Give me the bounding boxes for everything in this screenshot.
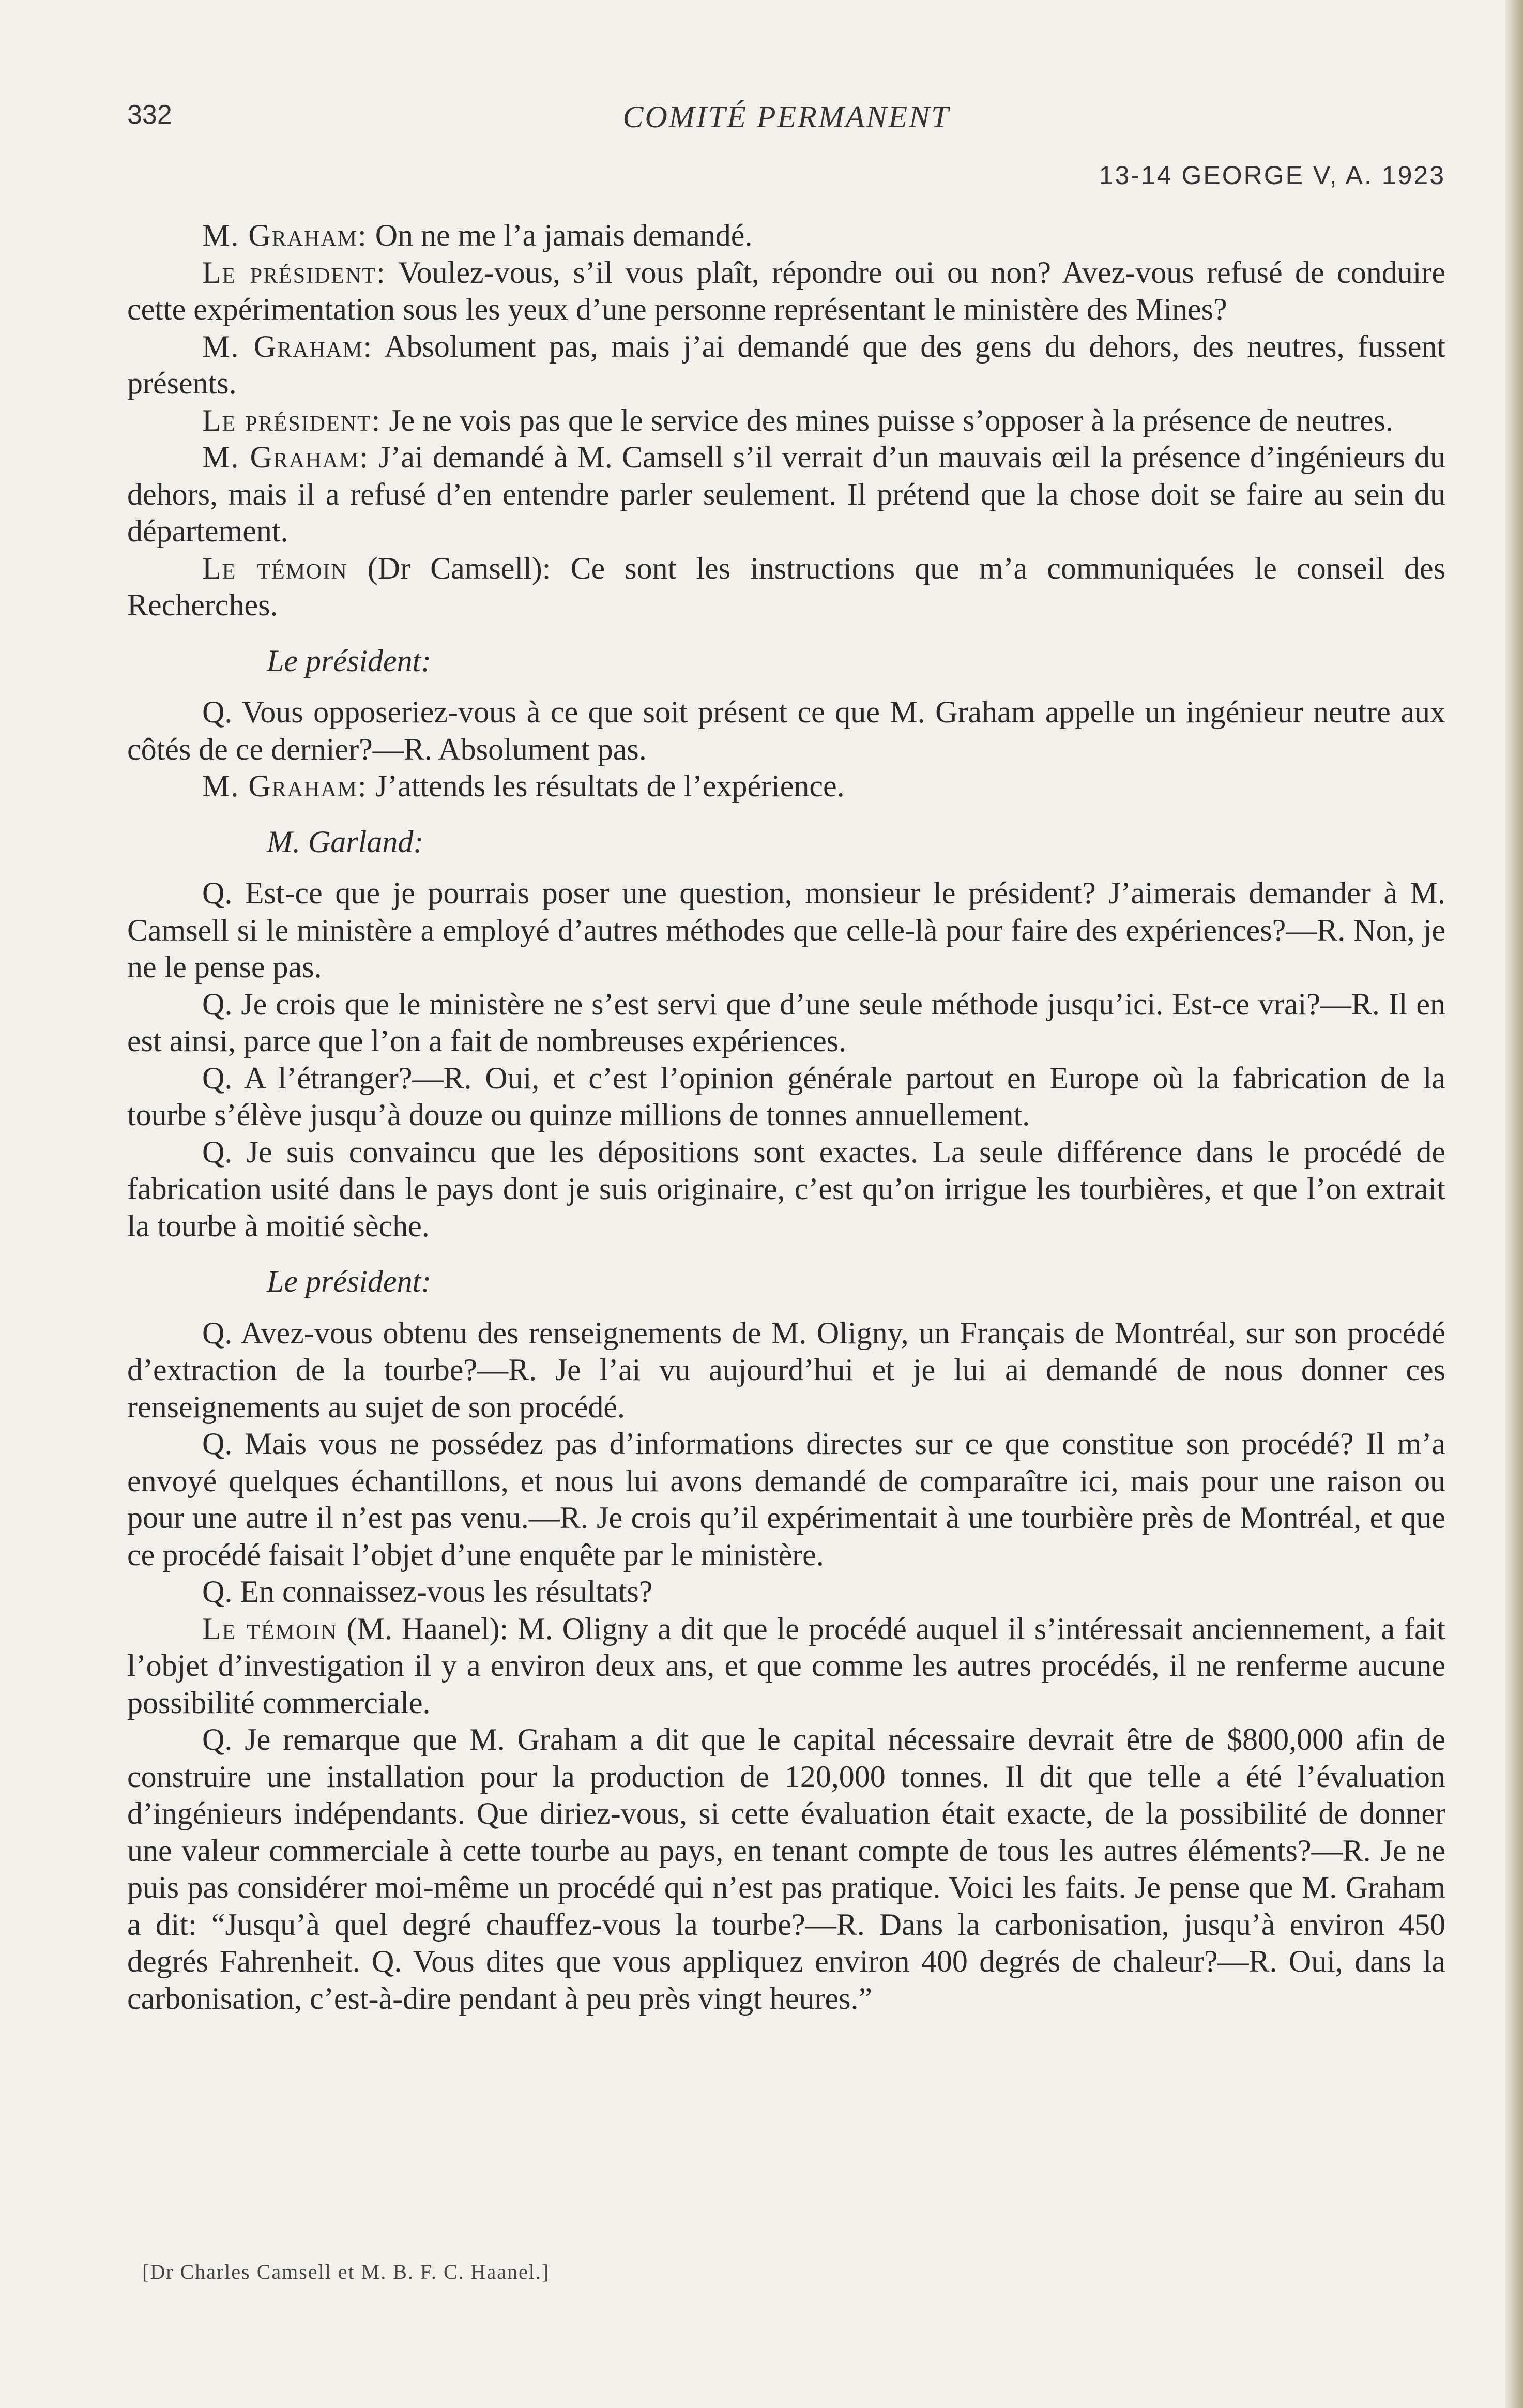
paragraph <box>127 402 1445 440</box>
speaker-label: Le témoin <box>202 1611 338 1646</box>
paragraph-text: On ne me l’a jamais demandé. <box>367 218 753 252</box>
section-heading: Le président: <box>267 643 432 678</box>
paragraph <box>127 1721 1445 2017</box>
paragraph-text: Q. Je suis convaincu que les dépositions sont exactes. La seule différence dans le procédé de fabrication usité dans le pays dont je suis originaire, c’est qu’on irrigue les tourbières, et que l’on extrait la tourbe à moitié sèche. <box>127 1134 1445 1243</box>
paragraph-text: (M. Haanel): M. Oligny a dit que le procédé auquel il s’intéressait anciennement, a fait l’objet d’investigation il y a environ deux ans, et que comme les autres procédés, il ne renferme aucune possibilité commerciale. <box>127 1611 1445 1720</box>
paragraph <box>127 986 1445 1060</box>
page-number: 332 <box>127 100 172 130</box>
section-heading: M. Garland: <box>267 824 424 859</box>
paragraph-text: Q. En connaissez-vous les résultats? <box>202 1574 653 1609</box>
page-edge <box>1505 0 1523 2408</box>
paragraph-text: Voulez-vous, s’il vous plaît, répondre oui ou non? Avez-vous refusé de conduire cette expérimentation sous les yeux d’une personne représentant le ministère des Mines? <box>127 255 1445 326</box>
paragraph-text: J’ai demandé à M. Camsell s’il verrait d’un mauvais œil la présence d’ingénieurs du dehors, mais il a refusé d’en entendre parler seulement. Il prétend que la chose doit se faire au sein du département. <box>127 440 1445 548</box>
paragraph-text: Q. Je remarque que M. Graham a dit que le capital nécessaire devrait être de $800,000 afin de construire une installation pour la production de 120,000 tonnes. Il dit que telle a été l’évaluation d’ingénieurs indépendants. Que diriez-vous, si cette évaluation était exacte, de la possibilité de donner une valeur commerciale à cette tourbe au pays, en tenant compte de tous les autres éléments?—R. Je ne puis pas considérer moi-même un procédé qui n’est pas pratique. Voici les faits. Je pense que M. Graham a dit: “Jusqu’à quel degré chauffez-vous la tourbe?—R. Dans la carbonisation, jusqu’à environ 450 degrés Fahrenheit. Q. Vous dites que vous appliquez environ 400 degrés de chaleur?—R. Oui, dans la carbonisation, c’est-à-dire pendant à peu près vingt heures.” <box>127 1722 1445 2016</box>
page-header <box>127 99 1445 146</box>
paragraph-text: Q. Est-ce que je pourrais poser une question, monsieur le président? J’aimerais demander à M. Camsell si le ministère a employé d’autres méthodes que celle-là pour faire des expériences?—R. Non, je ne le pense pas. <box>127 876 1445 984</box>
section-heading: Le président: <box>267 1264 432 1298</box>
paragraph <box>127 875 1445 986</box>
paragraph <box>127 1134 1445 1245</box>
paragraph-text: Q. Je crois que le ministère ne s’est servi que d’une seule méthode jusqu’ici. Est-ce vrai?—R. Il en est ainsi, parce que l’on a fait de nombreuses expériences. <box>127 987 1445 1058</box>
running-title: COMITÉ PERMANENT <box>622 100 950 134</box>
speaker-label: M. Graham: <box>202 440 369 474</box>
paragraph <box>127 1426 1445 1573</box>
paragraph-text: (Dr Camsell): Ce sont les instructions que m’a communiquées le conseil des Recherches. <box>127 551 1446 622</box>
paragraph <box>127 1573 1445 1611</box>
paragraph <box>127 439 1445 550</box>
speaker-label: M. Graham: <box>202 218 368 252</box>
paragraph-text: Q. Avez-vous obtenu des renseignements de M. Oligny, un Français de Montréal, sur son procédé d’extraction de la tourbe?—R. Je l’ai vu aujourd’hui et je lui ai demandé de nous donner ces renseignements au sujet de son procédé. <box>127 1315 1445 1424</box>
paragraph <box>127 694 1445 768</box>
paragraph <box>127 768 1445 805</box>
paragraph <box>127 1611 1445 1722</box>
paragraph-text: Absolument pas, mais j’ai demandé que des gens du dehors, des neutres, fussent présents. <box>127 329 1445 400</box>
footnote: [Dr Charles Camsell et M. B. F. C. Haanel.] <box>142 2260 550 2283</box>
speaker-label: Le président: <box>202 255 386 290</box>
paragraph <box>127 217 1445 254</box>
speaker-label: M. Graham: <box>202 769 368 803</box>
body-text <box>127 217 1445 2017</box>
speaker-label: M. Graham: <box>202 329 373 364</box>
paragraph <box>127 1060 1445 1134</box>
paragraph-text: Q. A l’étranger?—R. Oui, et c’est l’opinion générale partout en Europe où la fabrication de la tourbe s’élève jusqu’à douze ou quinze millions de tonnes annuellement. <box>127 1061 1445 1132</box>
speaker-label: Le président: <box>202 403 382 437</box>
paragraph-text: Q. Vous opposeriez-vous à ce que soit présent ce que M. Graham appelle un ingénieur neutre aux côtés de ce dernier?—R. Absolument pas. <box>127 695 1445 766</box>
paragraph-text: Je ne vois pas que le service des mines puisse s’opposer à la présence de neutres. <box>381 403 1394 437</box>
paragraph <box>127 254 1445 328</box>
paragraph <box>127 550 1445 624</box>
paragraph-text: J’attends les résultats de l’expérience. <box>367 769 845 803</box>
paragraph-text: Q. Mais vous ne possédez pas d’informations directes sur ce que constitue son procédé? Il m’a envoyé quelques échantillons, et nous lui avons demandé de comparaître ici, mais pour une raison ou pour une autre il n’est pas venu.—R. Je crois qu’il expérimentait à une tourbière près de Montréal, et que ce procédé faisait l’objet d’une enquête par le ministère. <box>127 1427 1445 1572</box>
paragraph <box>127 1315 1445 1426</box>
session-label: 13-14 GEORGE V, A. 1923 <box>1099 161 1445 190</box>
paragraph <box>127 328 1445 402</box>
speaker-label: Le témoin <box>202 551 348 585</box>
